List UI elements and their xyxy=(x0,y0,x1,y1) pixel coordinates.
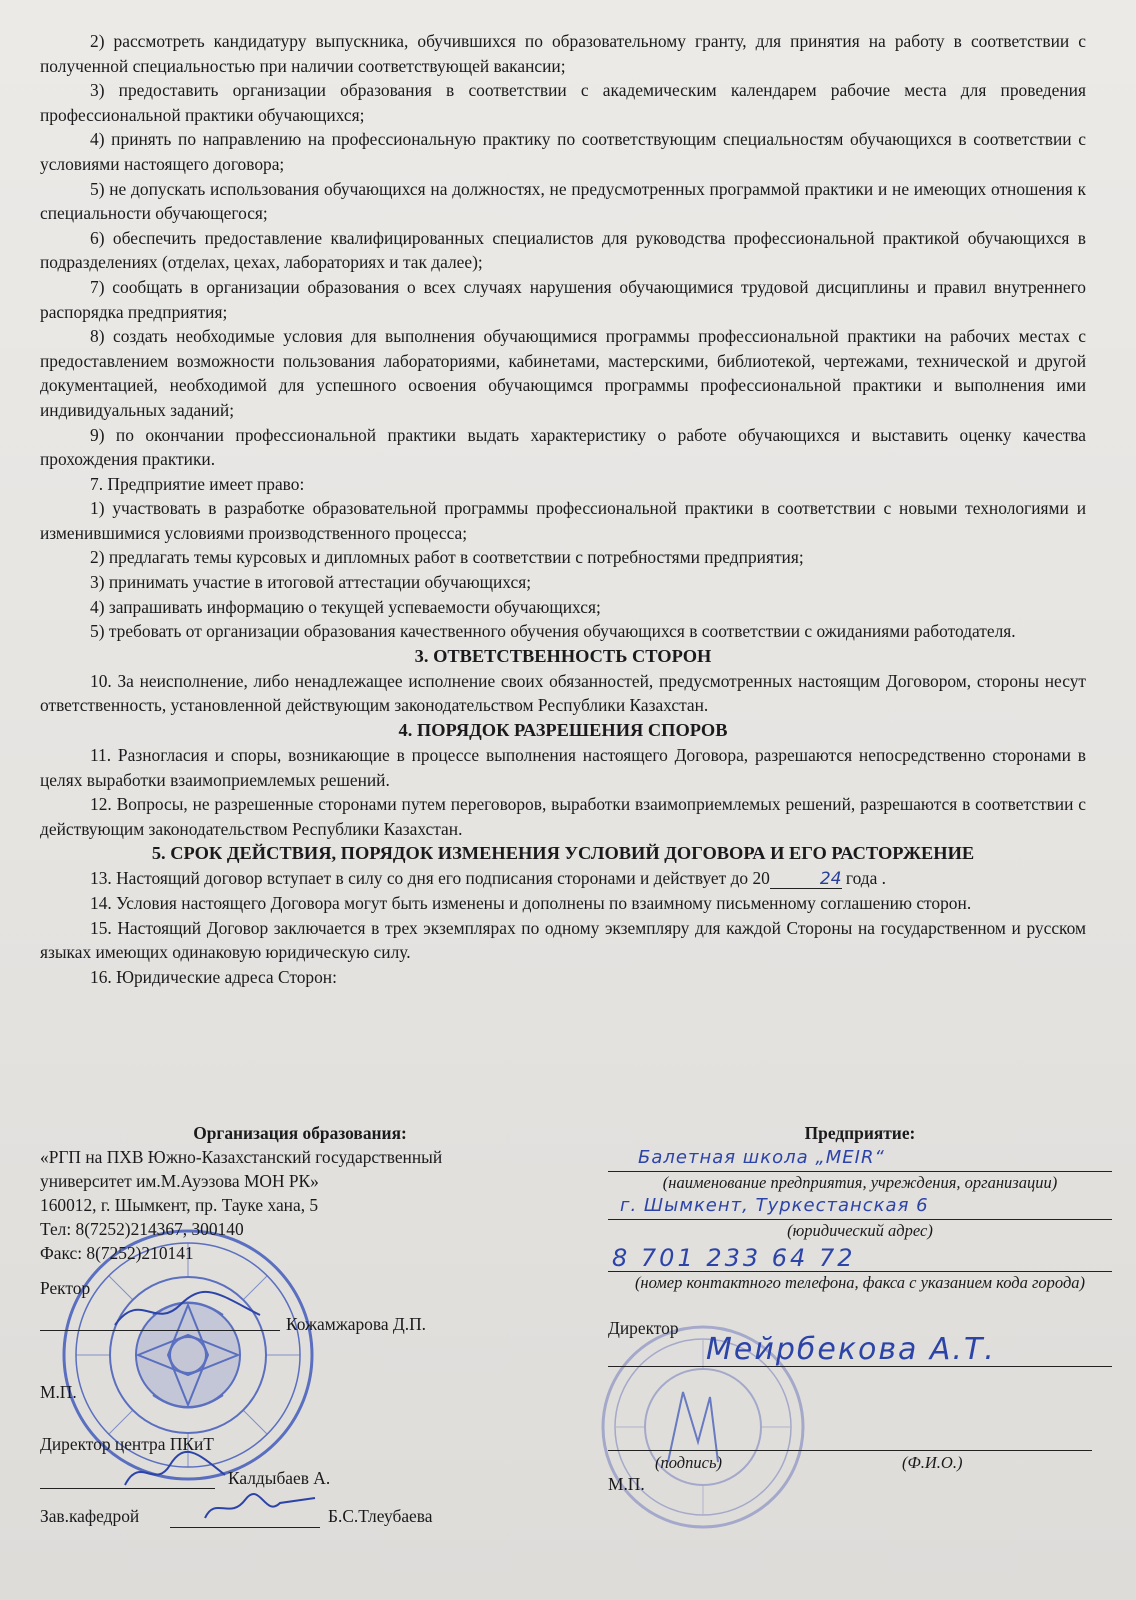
paragraph: 7. Предприятие имеет право: xyxy=(90,473,305,494)
section-heading: 5. СРОК ДЕЙСТВИЯ, ПОРЯДОК ИЗМЕНЕНИЯ УСЛОВИЙ ДОГОВОРА И ЕГО РАСТОРЖЕНИЕ xyxy=(151,843,975,864)
enterprise-address-caption: (юридический адрес) xyxy=(787,1221,933,1240)
org-line: 160012, г. Шымкент, пр. Тауке хана, 5 xyxy=(40,1195,319,1215)
org-line: Факс: 8(7252)210141 xyxy=(40,1243,194,1263)
paragraph: 15. Настоящий Договор заключается в трех экземплярах по одному экземпляру для каждой Стороны на государственном и русском языках имеющих одинаковую юридическую силу. xyxy=(40,917,1086,963)
signature-caption: (подпись) xyxy=(655,1453,722,1472)
enterprise-phone-caption: (номер контактного телефона, факса с указанием кода города) xyxy=(634,1273,1086,1292)
paragraph: 8) создать необходимые условия для выполнения обучающимися программы профессиональной практики на рабочих местах с предоставлением возможности пользования лабораториями, кабинетами, мастерскими, библиотекой, чертежами, технической и другой документацией, необходимой для успешного освоения обучающимся программы профессиональной практики и выполнения ими индивидуальных заданий; xyxy=(40,326,1086,420)
paragraph: 4) принять по направлению на профессиональную практику по соответствующим специальностям обучающихся в соответствии с условиями настоящего договора; xyxy=(40,129,1086,174)
paragraph: 2) предлагать темы курсовых и дипломных работ в соответствии с потребностями предприятия; xyxy=(90,547,804,568)
enterprise-name-caption: (наименование предприятия, учреждения, организации) xyxy=(662,1173,1058,1192)
head-of-department-label: Зав.кафедрой xyxy=(40,1506,140,1526)
pkit-director-label: Директор центра ПКиТ xyxy=(40,1434,214,1454)
paragraph: 4) запрашивать информацию о текущей успеваемости обучающихся; xyxy=(90,596,601,617)
enterprise-address-handwritten: г. Шымкент, Туркестанская 6 xyxy=(620,1195,929,1216)
contract-body xyxy=(40,29,1086,989)
enterprise-title: Предприятие: xyxy=(804,1123,916,1143)
education-organization-block xyxy=(40,1121,560,1265)
section-heading: 4. ПОРЯДОК РАЗРЕШЕНИЯ СПОРОВ xyxy=(398,720,728,741)
handwritten-year: 24 xyxy=(770,870,842,889)
paragraph: 3) принимать участие в итоговой аттестации обучающихся; xyxy=(90,572,532,593)
paragraph: 5) не допускать использования обучающихся на должностях, не предусмотренных программой практики и не имеющих отношения к специальности обучающегося; xyxy=(40,178,1086,224)
enterprise-director-label: Директор xyxy=(608,1318,679,1338)
paragraph: 3) предоставить организации образования в соответствии с академическим календарем рабочие места для проведения профессиональной практики обучающихся; xyxy=(40,80,1086,125)
enterprise-phone-handwritten: 8 701 233 64 72 xyxy=(612,1244,856,1272)
head-of-department-name: Б.С.Тлеубаева xyxy=(328,1506,433,1526)
paragraph: 5) требовать от организации образования качественного обучения обучающихся в соответствии с ожиданиями работодателя. xyxy=(90,621,1016,642)
term-text-end: года . xyxy=(841,868,887,889)
paragraph: 11. Разногласия и споры, возникающие в процессе выполнения настоящего Договора, разрешаются непосредственно сторонами в целях выработки взаимоприемлемых решений. xyxy=(40,745,1086,790)
rector-name: Кожамжарова Д.П. xyxy=(286,1314,427,1334)
enterprise-phone-field xyxy=(608,1241,1112,1272)
term-text: 13. Настоящий договор вступает в силу со дня его подписания сторонами и действует до 20 xyxy=(90,868,770,889)
paragraph-term xyxy=(40,866,1086,891)
right-stamp-place: М.П. xyxy=(608,1474,645,1494)
enterprise-block xyxy=(608,1121,1112,1293)
paragraph: 2) рассмотреть кандидатуру выпускника, обучившихся по образовательному гранту, для принятия на работу в соответствии с полученной специальностью при наличии соответствующей вакансии; xyxy=(40,31,1086,76)
education-organization-title: Организация образования: xyxy=(193,1123,407,1143)
rector-signature xyxy=(110,1285,270,1335)
rector-label: Ректор xyxy=(40,1278,91,1298)
enterprise-name-handwritten: Балетная школа „MEIR“ xyxy=(638,1147,885,1168)
paragraph: 16. Юридические адреса Сторон: xyxy=(90,966,337,987)
paragraph: 6) обеспечить предоставление квалифицированных специалистов для руководства профессиональной практикой обучающихся в подразделениях (отделах, цехах, лабораториях и так далее); xyxy=(40,227,1086,273)
left-stamp-place: М.П. xyxy=(40,1382,77,1402)
enterprise-director-handwritten: Мейрбекова А.Т. xyxy=(706,1332,996,1367)
enterprise-signature-line xyxy=(608,1450,1092,1451)
paragraph: 1) участвовать в разработке образовательной программы профессиональной практики в соответствии с новыми технологиями и изменившимися условиями производственного процесса; xyxy=(40,498,1086,543)
enterprise-name-field xyxy=(608,1145,1112,1172)
org-line: университет им.М.Ауэзова МОН РК» xyxy=(40,1171,319,1191)
paragraph: 14. Условия настоящего Договора могут быть изменены и дополнены по взаимному письменному соглашению сторон. xyxy=(90,893,972,913)
section-heading: 3. ОТВЕТСТВЕННОСТЬ СТОРОН xyxy=(414,645,712,666)
paragraph: 9) по окончании профессиональной практики выдать характеристику о работе обучающихся и выставить оценку качества прохождения практики. xyxy=(40,424,1086,470)
head-signature xyxy=(200,1488,320,1530)
enterprise-address-field xyxy=(608,1193,1112,1220)
paragraph: 7) сообщать в организации образования о всех случаях нарушения обучающимися трудовой дисциплины и правил внутреннего распорядка предприятия; xyxy=(40,276,1086,322)
org-line: «РГП на ПХВ Южно-Казахстанский государственный xyxy=(40,1147,443,1167)
org-line: Тел: 8(7252)214367, 300140 xyxy=(40,1219,244,1239)
paragraph: 10. За неисполнение, либо ненадлежащее исполнение своих обязанностей, предусмотренных настоящим Договором, стороны несут ответственность, установленной действующим законодательством Республики Казахстан. xyxy=(40,670,1086,716)
paragraph: 12. Вопросы, не разрешенные сторонами путем переговоров, выработки взаимоприемлемых решений, разрешаются в соответствии с действующим законодательством Республики Казахстан. xyxy=(40,794,1086,839)
pkit-director-name: Калдыбаев А. xyxy=(228,1468,331,1488)
fio-caption: (Ф.И.О.) xyxy=(902,1453,963,1472)
